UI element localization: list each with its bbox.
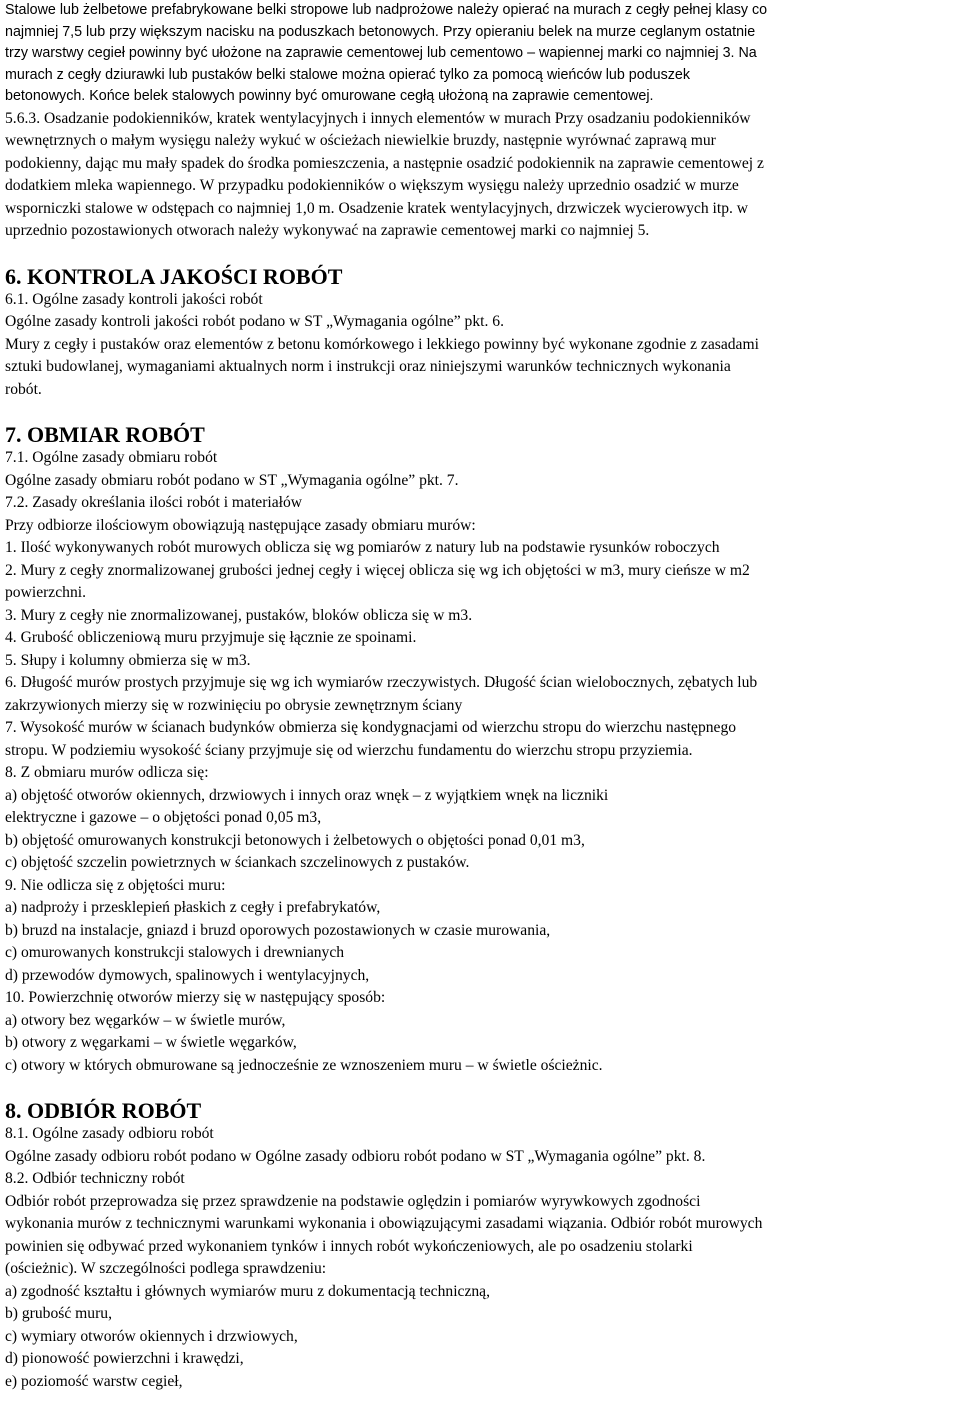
text-line: powierzchni. [5,584,86,601]
text-line: 8.1. Ogólne zasady odbioru robót [5,1125,214,1142]
section-8-heading: 8. ODBIÓR ROBÓT [5,1098,202,1123]
text-line: powinien się odbywać przed wykonaniem tynków i innych robót wykończeniowych, ale po osadzeniu stolarki [5,1237,693,1255]
text-line: 4. Grubość obliczeniową muru przyjmuje się łącznie ze spoinami. [5,629,417,646]
section-7-heading: 7. OBMIAR ROBÓT [5,422,205,447]
text-line: betonowych. Końce belek stalowych powinny być omurowane cegłą ułożoną na zaprawie cementowej. [5,88,654,104]
text-line: 7.1. Ogólne zasady obmiaru robót [5,449,218,466]
text-line: c) omurowanych konstrukcji stalowych i drewnianych [5,944,345,961]
text-line: a) zgodność kształtu i głównych wymiarów muru z dokumentacją techniczną, [5,1282,490,1300]
text-line: Odbiór robót przeprowadza się przez sprawdzenie na podstawie oględzin i pomiarów wyrywkowych zgodności [5,1192,701,1210]
text-line: robót. [5,380,42,398]
text-line: 3. Mury z cegły nie znormalizowanej, pustaków, bloków oblicza się w m3. [5,606,473,624]
text-line: 6. Długość murów prostych przyjmuje się wg ich wymiarów rzeczywistych. Długość ścian wielobocznych, zębatych lub [5,674,758,691]
section-6-heading: 6. KONTROLA JAKOŚCI ROBÓT [5,263,343,289]
text-line: b) objętość omurowanych konstrukcji betonowych i żelbetowych o objętości ponad 0,01 m3, [5,831,585,849]
intro-paragraph [5,0,957,108]
text-line: c) objętość szczelin powietrznych w ściankach szczelinowych z pustaków. [5,854,470,871]
text-line: wewnętrznych o małym wysięgu należy wykuć w ościeżach niewielkie bruzdy, następnie wyrównać zaprawą mur [5,132,716,149]
text-line: b) otwory z węgarkami – w świetle węgarków, [5,1034,297,1051]
text-line: 9. Nie odlicza się z objętości muru: [5,876,226,894]
text-line: Stalowe lub żelbetowe prefabrykowane belki stropowe lub nadprożowe należy opierać na murach z cegły pełnej klasy co [5,2,768,18]
text-line: 6.1. Ogólne zasady kontroli jakości robót [5,290,263,308]
text-line: 1. Ilość wykonywanych robót murowych oblicza się wg pomiarów z natury lub na podstawie rysunków roboczych [5,539,720,556]
text-line: 8. Z obmiaru murów odlicza się: [5,764,209,781]
text-line: 10. Powierzchnię otworów mierzy się w następujący sposób: [5,989,386,1006]
text-line: Mury z cegły i pustaków oraz elementów z betonu komórkowego i lekkiego powinny być wykonane zgodnie z zasadami [5,335,759,353]
text-line: d) pionowość powierzchni i krawędzi, [5,1350,244,1367]
text-line: 5. Słupy i kolumny obmierza się w m3. [5,651,251,669]
text-line: murach z cegły dziurawki lub pustaków belki stalowe można opierać tylko za pomocą wieńców lub poduszek [5,66,690,83]
text-line: b) bruzd na instalacje, gniazd i bruzd oporowych pozostawionych w czasie murowania, [5,921,551,939]
section-8-body [5,1123,957,1393]
text-line: a) objętość otworów okiennych, drzwiowych i innych oraz wnęk – z wyjątkiem wnęk na liczniki [5,786,609,804]
text-line: najmniej 7,5 lub przy większym nacisku na poduszkach betonowych. Przy opieraniu belek na murze ceglanym ostatnie [5,23,756,40]
text-line: a) nadproży i przesklepień płaskich z cegły i prefabrykatów, [5,899,381,916]
text-line: Ogólne zasady kontroli jakości robót podano w ST „Wymagania ogólne” pkt. 6. [5,313,504,330]
text-line: wykonania murów z technicznymi warunkami wykonania i obowiązującymi zasadami wiązania. Odbiór robót murowych [5,1215,763,1232]
text-line: Przy odbiorze ilościowym obowiązują następujące zasady obmiaru murów: [5,516,476,534]
text-line: elektryczne i gazowe – o objętości ponad 0,05 m3, [5,809,322,826]
text-line: stropu. W podziemiu wysokość ściany przyjmuje się od wierzchu fundamentu do wierzchu stropu przyziemia. [5,741,693,759]
text-line: Ogólne zasady obmiaru robót podano w ST „Wymagania ogólne” pkt. 7. [5,471,459,489]
text-line: podokienny, dając mu mały spadek do środka pomieszczenia, a następnie osadzić podokiennik na zaprawie cementowej z [5,154,764,172]
section-7-body [5,447,957,1077]
text-line: Ogólne zasady odbioru robót podano w Ogólne zasady odbioru robót podano w ST „Wymagania ogólne” pkt. 8. [5,1147,706,1165]
document-page [5,0,957,1393]
text-line: e) poziomość warstw cegieł, [5,1372,183,1390]
text-line: sztuki budowlanej, wymaganiami aktualnych norm i instrukcji oraz niniejszymi warunków technicznych wykonania [5,358,731,375]
text-line: b) grubość muru, [5,1305,112,1322]
text-line: uprzednio pozostawionych otworach należy wykonywać na zaprawie cementowej marki co najmniej 5. [5,222,650,239]
text-line: dodatkiem mleka wapiennego. W przypadku podokienników o większym wysięgu należy uprzednio osadzić w murze [5,177,739,194]
section-6-body [5,289,957,402]
text-line: 8.2. Odbiór techniczny robót [5,1170,185,1187]
text-line: zakrzywionych mierzy się w rozwinięciu po obrysie zewnętrznym ściany [5,696,463,714]
text-line: d) przewodów dymowych, spalinowych i wentylacyjnych, [5,966,370,984]
text-line: 2. Mury z cegły znormalizowanej grubości jednej cegły i więcej oblicza się wg ich objętości w m3, mury cieńsze w m2 [5,561,750,579]
text-line: a) otwory bez węgarków – w świetle murów, [5,1011,286,1029]
text-line: 7. Wysokość murów w ścianach budynków obmierza się kondygnacjami od wierzchu stropu do wierzchu następnego [5,719,737,736]
text-line: (ościeżnic). W szczególności podlega sprawdzeniu: [5,1260,327,1277]
text-line: trzy warstwy cegieł powinny być ułożone na zaprawie cementowej lub cementowo – wapiennej marki co najmniej 3. Na [5,45,757,61]
text-line: wsporniczki stalowe w odstępach co najmniej 1,0 m. Osadzenie kratek wentylacyjnych, drzwiczek wycierowych itp. w [5,199,749,217]
section-5-6-3-paragraph [5,108,957,243]
text-line: 5.6.3. Osadzanie podokienników, kratek wentylacyjnych i innych elementów w murach Przy osadzaniu podokienników [5,109,751,127]
text-line: c) wymiary otworów okiennych i drzwiowych, [5,1327,298,1345]
text-line: 7.2. Zasady określania ilości robót i materiałów [5,494,303,511]
text-line: c) otwory w których obmurowane są jednocześnie ze wznoszeniem muru – w świetle ościeżnic. [5,1056,603,1074]
